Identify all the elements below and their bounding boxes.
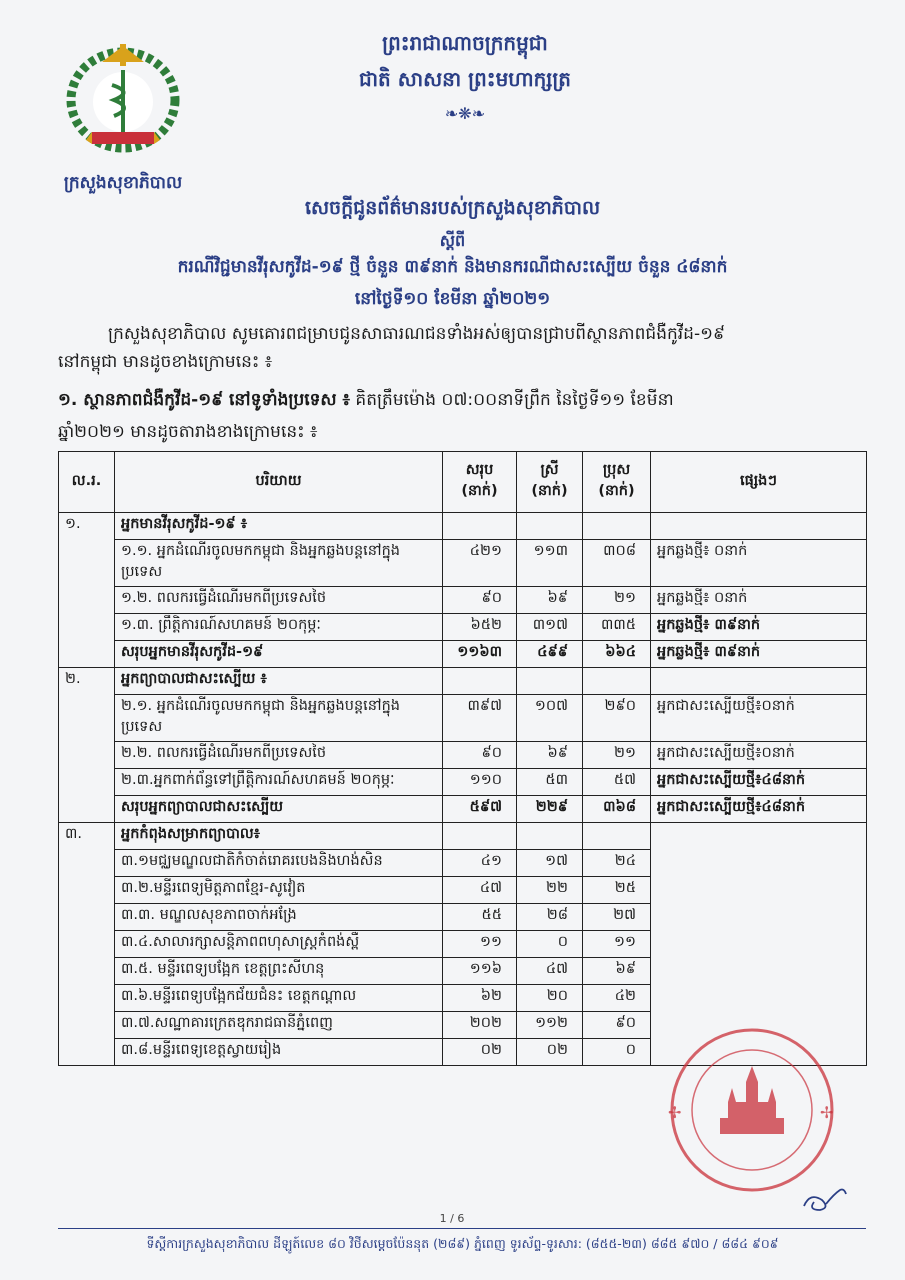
- row-description: ៣.៤.សាលារក្សាសន្តិភាពពហុសាស្ត្រកំពង់ស្ពឺ: [115, 931, 443, 958]
- row-total: ៦៥២: [443, 614, 517, 641]
- table-header-row: [59, 452, 867, 513]
- svg-text:✢: ✢: [668, 1103, 682, 1122]
- header-no: ល.រ.: [59, 452, 115, 513]
- row-total: ៤៧: [443, 877, 517, 904]
- row-description: ២.១. អ្នកដំណើរចូលមកកម្ពុជា និងអ្នកឆ្លងបន្តនៅក្នុងប្រទេស: [115, 695, 443, 742]
- header-male: ប្រុស (នាក់): [583, 452, 651, 513]
- sum-note: អ្នកជាសះស្បើយថ្មី៖៤៨នាក់: [651, 796, 867, 823]
- ministry-logo: [62, 40, 184, 160]
- page-number: 1 / 6: [439, 1212, 465, 1225]
- row-total: ៦២: [443, 985, 517, 1012]
- row-total: ៣៩៧: [443, 695, 517, 742]
- row-total: ៤២១: [443, 540, 517, 587]
- row-male: ២៧: [583, 904, 651, 931]
- row-female: ៣១៧: [517, 614, 583, 641]
- row-female: ៤៧: [517, 958, 583, 985]
- footer-divider: [58, 1228, 866, 1229]
- table-sum-row: [59, 796, 867, 823]
- row-note: អ្នកឆ្លងថ្មី៖ ០នាក់: [651, 587, 867, 614]
- row-male: ៣០៨: [583, 540, 651, 587]
- sum-description: សរុបអ្នកមានវីរុសកូវីដ-១៩: [115, 641, 443, 668]
- row-note: អ្នកជាសះស្បើយថ្មី៖០នាក់: [651, 695, 867, 742]
- table-sum-row: [59, 641, 867, 668]
- table-row: [59, 540, 867, 587]
- row-no: ២.: [59, 668, 115, 695]
- row-male: ០: [583, 1039, 651, 1066]
- row-no: ៣.: [59, 823, 115, 850]
- row-note: អ្នកឆ្លងថ្មី៖ ០នាក់: [651, 540, 867, 587]
- row-female: ៦៩: [517, 742, 583, 769]
- row-total: ១១០: [443, 769, 517, 796]
- table-row: [59, 769, 867, 796]
- row-description: ៣.១មជ្ឈមណ្ឌលជាតិកំចាត់រោគរបេងនិងហង់សិន: [115, 850, 443, 877]
- table-row: [59, 668, 867, 695]
- covid-statistics-table: [58, 451, 867, 1066]
- row-female: ១០៧: [517, 695, 583, 742]
- row-male: ២១: [583, 742, 651, 769]
- table-row: [59, 823, 867, 850]
- intro-line-1: ក្រសួងសុខាភិបាល សូមគោរពជម្រាបជូនសាធារណជនទាំងអស់ឲ្យបានជ្រាបពីស្ថានភាពជំងឺកូវីដ-១៩: [108, 324, 725, 344]
- sum-male: ៦៦៤: [583, 641, 651, 668]
- row-description: ១.២. ពលករធ្វើដំណើរមកពីប្រទេសថៃ: [115, 587, 443, 614]
- header-other: ផ្សេងៗ: [651, 452, 867, 513]
- row-description: ៣.២.មន្ទីរពេទ្យមិត្តភាពខ្មែរ-សូវៀត: [115, 877, 443, 904]
- row-no: ១.: [59, 513, 115, 540]
- row-female: ០២: [517, 1039, 583, 1066]
- svg-text:✢: ✢: [820, 1103, 834, 1122]
- table-row: [59, 742, 867, 769]
- section-heading: ១. ស្ថានភាពជំងឺកូវីដ-១៩ នៅទូទាំងប្រទេស ៖: [58, 390, 350, 410]
- sum-total: ៥៩៧: [443, 796, 517, 823]
- header-female: ស្រី (នាក់): [517, 452, 583, 513]
- official-stamp: [662, 1022, 842, 1197]
- row-female: ២២: [517, 877, 583, 904]
- row-male: ៥៧: [583, 769, 651, 796]
- section-text-1: គិតត្រឹមម៉ោង ០៧:០០នាទីព្រឹក នៃថ្ងៃទី១១ ខែមីនា: [350, 390, 674, 410]
- signature: [800, 1186, 850, 1216]
- row-male: ១១: [583, 931, 651, 958]
- header-description: បរិយាយ: [115, 452, 443, 513]
- table-row: [59, 587, 867, 614]
- row-description: ៣.៧.សណ្ឋាគារក្រេតឌុករាជធានីភ្នំពេញ: [115, 1012, 443, 1039]
- intro-paragraph: [58, 320, 848, 376]
- row-female: ០: [517, 931, 583, 958]
- row-total: ៩០: [443, 742, 517, 769]
- row-note: អ្នកឆ្លងថ្មី៖ ៣៩នាក់: [651, 614, 867, 641]
- row-male: ២៥: [583, 877, 651, 904]
- row-description: ២.៣.អ្នកពាក់ព័ន្ធទៅព្រឹត្តិការណ៍សហគមន៍ ២០កុម្ភៈ: [115, 769, 443, 796]
- section-title: អ្នកមានវីរុសកូវីដ-១៩ ៖: [115, 513, 443, 540]
- title-about: ស្តីពី: [439, 231, 466, 250]
- row-female: ១១៣: [517, 540, 583, 587]
- row-description: ១.៣. ព្រឹត្តិការណ៍សហគមន៍ ២០កុម្ភៈ: [115, 614, 443, 641]
- row-total: ០២: [443, 1039, 517, 1066]
- row-male: ៦៩: [583, 958, 651, 985]
- press-release-title: សេចក្តីជូនព័ត៌មានរបស់ក្រសួងសុខាភិបាល: [304, 197, 601, 219]
- header-total: សរុប (នាក់): [443, 452, 517, 513]
- row-total: ៤១: [443, 850, 517, 877]
- ministry-name: ក្រសួងសុខាភិបាល: [63, 173, 183, 193]
- section-text-2: ឆ្នាំ២០២១ មានដូចតារាងខាងក្រោមនេះ ៖: [58, 422, 318, 442]
- sum-note: អ្នកឆ្លងថ្មី៖ ៣៩នាក់: [651, 641, 867, 668]
- title-date: នៅថ្ងៃទី១០ ខែមីនា ឆ្នាំ២០២១: [354, 289, 551, 309]
- row-description: ១.១. អ្នកដំណើរចូលមកកម្ពុជា និងអ្នកឆ្លងបន្តនៅក្នុងប្រទេស: [115, 540, 443, 587]
- row-male: ២១: [583, 587, 651, 614]
- footer-address: ទីស្តីការក្រសួងសុខាភិបាល ដីឡូត៍លេខ ៨០ វិថីសម្តេចប៉ែននុត (២៨៩) ភ្នំពេញ ទូរស័ព្ទ-ទូរសារ: (៨៥៥-២៣) ៨៨៥ ៩៧០ / ៨៨៤ ៩០៩: [146, 1236, 779, 1251]
- row-male: ៤២: [583, 985, 651, 1012]
- row-note: អ្នកជាសះស្បើយថ្មី៖០នាក់: [651, 742, 867, 769]
- national-motto: ជាតិ សាសនា ព្រះមហាក្សត្រ: [359, 67, 571, 91]
- row-female: ៦៩: [517, 587, 583, 614]
- table-row: [59, 513, 867, 540]
- row-description: ៣.៨.មន្ទីរពេទ្យខេត្តស្វាយរៀង: [115, 1039, 443, 1066]
- sum-male: ៣៦៨: [583, 796, 651, 823]
- row-total: ៩០: [443, 587, 517, 614]
- row-total: ១១: [443, 931, 517, 958]
- row-female: ២០: [517, 985, 583, 1012]
- table-row: [59, 695, 867, 742]
- sum-female: ៤៩៩: [517, 641, 583, 668]
- row-total: ២០២: [443, 1012, 517, 1039]
- section-title: អ្នកកំពុងសម្រាកព្យាបាល៖: [115, 823, 443, 850]
- row-note: អ្នកជាសះស្បើយថ្មី៖៤៨នាក់: [651, 769, 867, 796]
- kingdom-title: ព្រះរាជាណាចក្រកម្ពុជា: [382, 31, 548, 55]
- sum-description: សរុបអ្នកព្យាបាលជាសះស្បើយ: [115, 796, 443, 823]
- sum-female: ២២៩: [517, 796, 583, 823]
- row-male: ២៩០: [583, 695, 651, 742]
- row-description: ៣.៥. មន្ទីរពេទ្យបង្អែក ខេត្តព្រះសីហនុ: [115, 958, 443, 985]
- row-female: ២៨: [517, 904, 583, 931]
- title-subject: ករណីវិជ្ជមានវីរុសកូវីដ-១៩ ថ្មី ចំនួន ៣៩នាក់ និងមានករណីជាសះស្បើយ ចំនួន ៤៨នាក់: [177, 257, 728, 277]
- row-description: ៣.៦.មន្ទីរពេទ្យបង្អែកជ័យជំនះ ខេត្តកណ្តាល: [115, 985, 443, 1012]
- section-title: អ្នកព្យាបាលជាសះស្បើយ ៖: [115, 668, 443, 695]
- sum-total: ១១៦៣: [443, 641, 517, 668]
- row-male: ២៤: [583, 850, 651, 877]
- row-female: ៥៣: [517, 769, 583, 796]
- row-description: ៣.៣. មណ្ឌលសុខភាពចាក់អង្រែ: [115, 904, 443, 931]
- row-female: ១៧: [517, 850, 583, 877]
- row-male: ៣៣៥: [583, 614, 651, 641]
- row-description: ២.២. ពលករធ្វើដំណើរមកពីប្រទេសថៃ: [115, 742, 443, 769]
- row-total: ៥៥: [443, 904, 517, 931]
- ornament-divider: ❧❋❧: [444, 104, 486, 123]
- section-1: [58, 384, 848, 448]
- intro-line-2: នៅកម្ពុជា មានដូចខាងក្រោមនេះ ៖: [58, 352, 273, 372]
- row-female: ១១២: [517, 1012, 583, 1039]
- row-total: ១១៦: [443, 958, 517, 985]
- table-row: [59, 614, 867, 641]
- row-male: ៩០: [583, 1012, 651, 1039]
